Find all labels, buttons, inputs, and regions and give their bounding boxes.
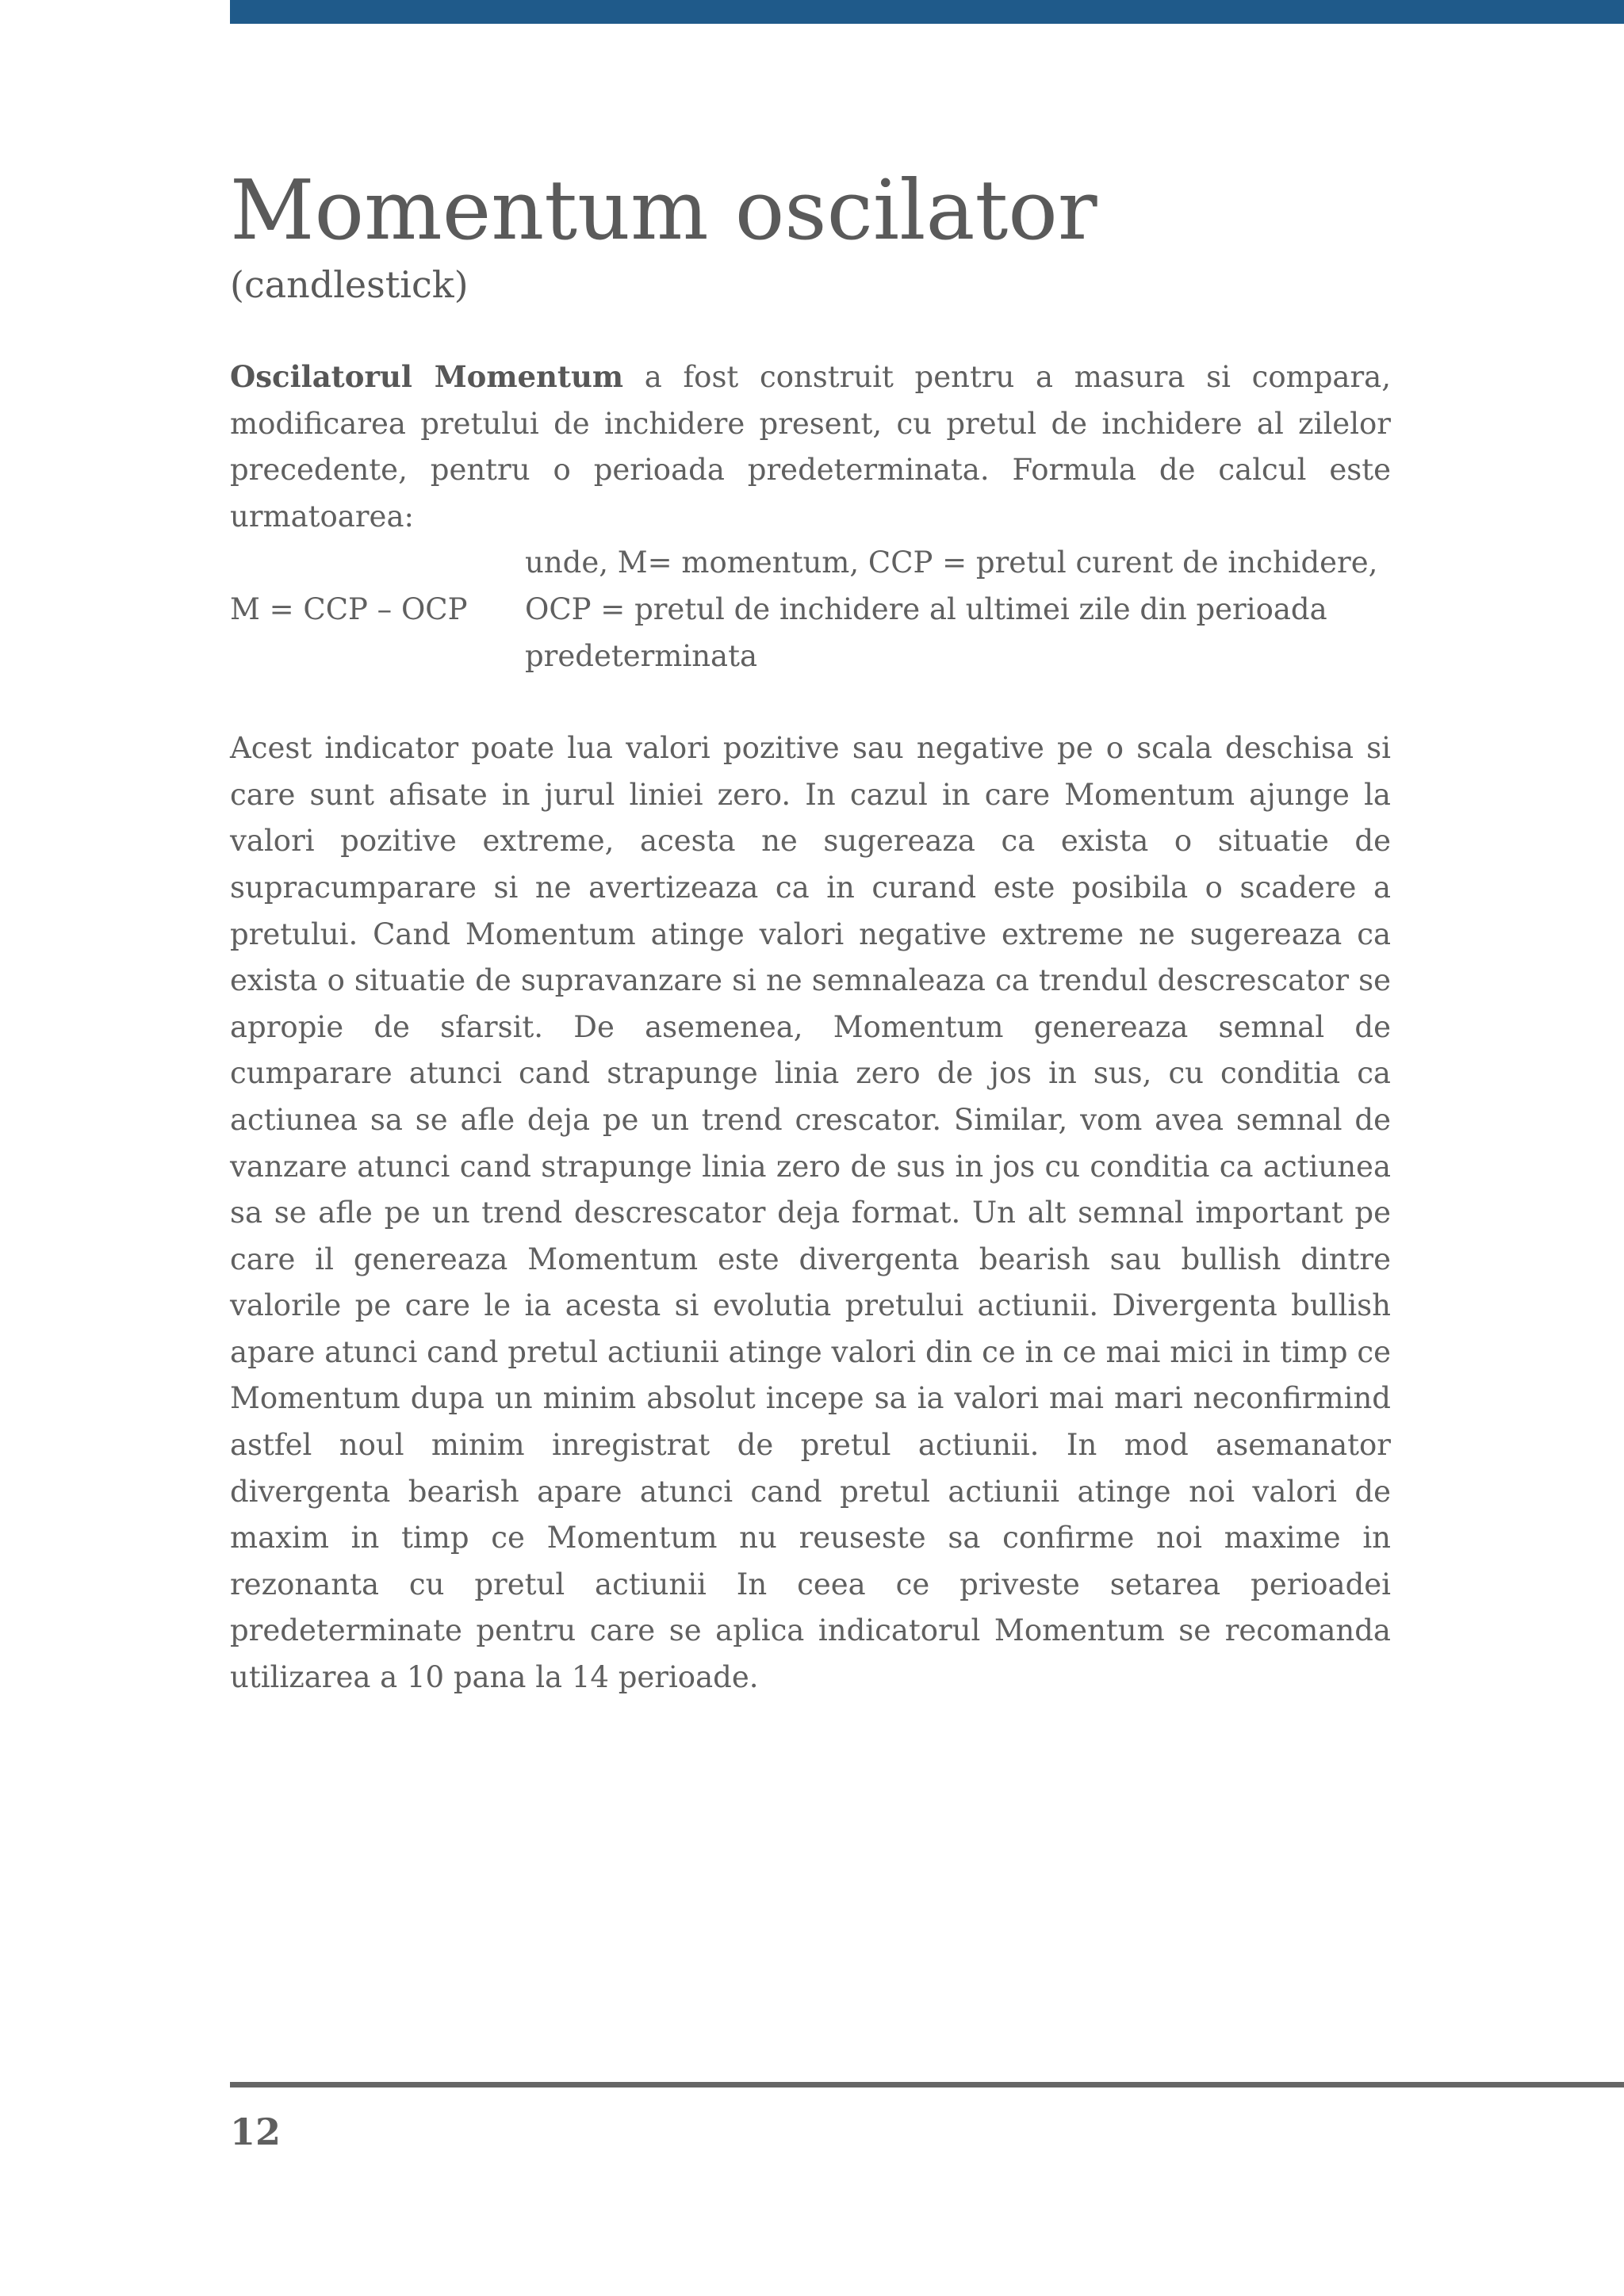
formula-explanation-line-2: OCP = pretul de inchidere al ultimei zile din perioada [525,591,1327,626]
formula-explanation-line-3: predeterminata [525,638,758,673]
body-paragraph: Acest indicator poate lua valori pozitive sau negative pe o scala deschisa si care sunt afisate in jurul liniei zero. In cazul in care Momentum ajunge la valori pozitive extreme, acesta ne sugereaza ca exista o situatie de supracumparare si ne avertizeaza ca in curand este posibila o scadere a pretului. Cand Momentum atinge valori negative extreme ne sugereaza ca exista o situatie de supravanzare si ne semnaleaza ca trendul descrescator se apropie de sfarsit. De asemenea, Momentum genereaza semnal de cumparare atunci cand strapunge linia zero de jos in sus, cu conditia ca actiunea sa se afle deja pe un trend crescator. Similar, vom avea semnal de vanzare atunci cand strapunge linia zero de sus in jos cu conditia ca actiunea sa se afle pe un trend descrescator deja format. Un alt semnal important pe care il genereaza Momentum este divergenta bearish sau bullish dintre valorile pe care le ia acesta si evolutia pretului actiunii. Divergenta bullish apare atunci cand pretul actiunii atinge valori din ce in ce mai mici in timp ce Momentum dupa un minim absolut incepe sa ia valori mai mari neconfirmind astfel noul minim inregistrat de pretul actiunii. In mod asemanator divergenta bearish apare atunci cand pretul actiunii atinge noi valori de maxim in timp ce Momentum nu reuseste sa confirme noi maxime in rezonanta cu pretul actiunii In ceea ce priveste setarea perioadei predeterminate pentru care se aplica indicatorul Momentum se recomanda utilizarea a 10 pana la 14 perioade. [230,731,1391,1695]
intro-bold-term: Oscilatorul Momentum [230,359,624,394]
page-number: 12 [230,2110,282,2153]
formula-explanation-line-1: unde, M= momentum, CCP = pretul curent de inchidere, [525,545,1378,580]
footer-rule [230,2082,1624,2087]
intro-text: a fost construit pentru a masura si compara, modificarea pretului de inchidere present, cu pretul de inchidere al zilelor precedente, pentru o perioada predeterminata. Formula de calcul este urmatoarea: [230,360,1391,534]
page-content [230,159,1391,1701]
formula-explanation [525,540,1391,679]
page-title: Momentum oscilator [230,162,1097,258]
page-subtitle: (candlestick) [230,263,469,306]
formula: M = CCP – OCP [230,591,468,626]
header-accent-bar [230,0,1624,24]
intro-paragraph [230,354,1391,540]
formula-block [230,540,1391,679]
